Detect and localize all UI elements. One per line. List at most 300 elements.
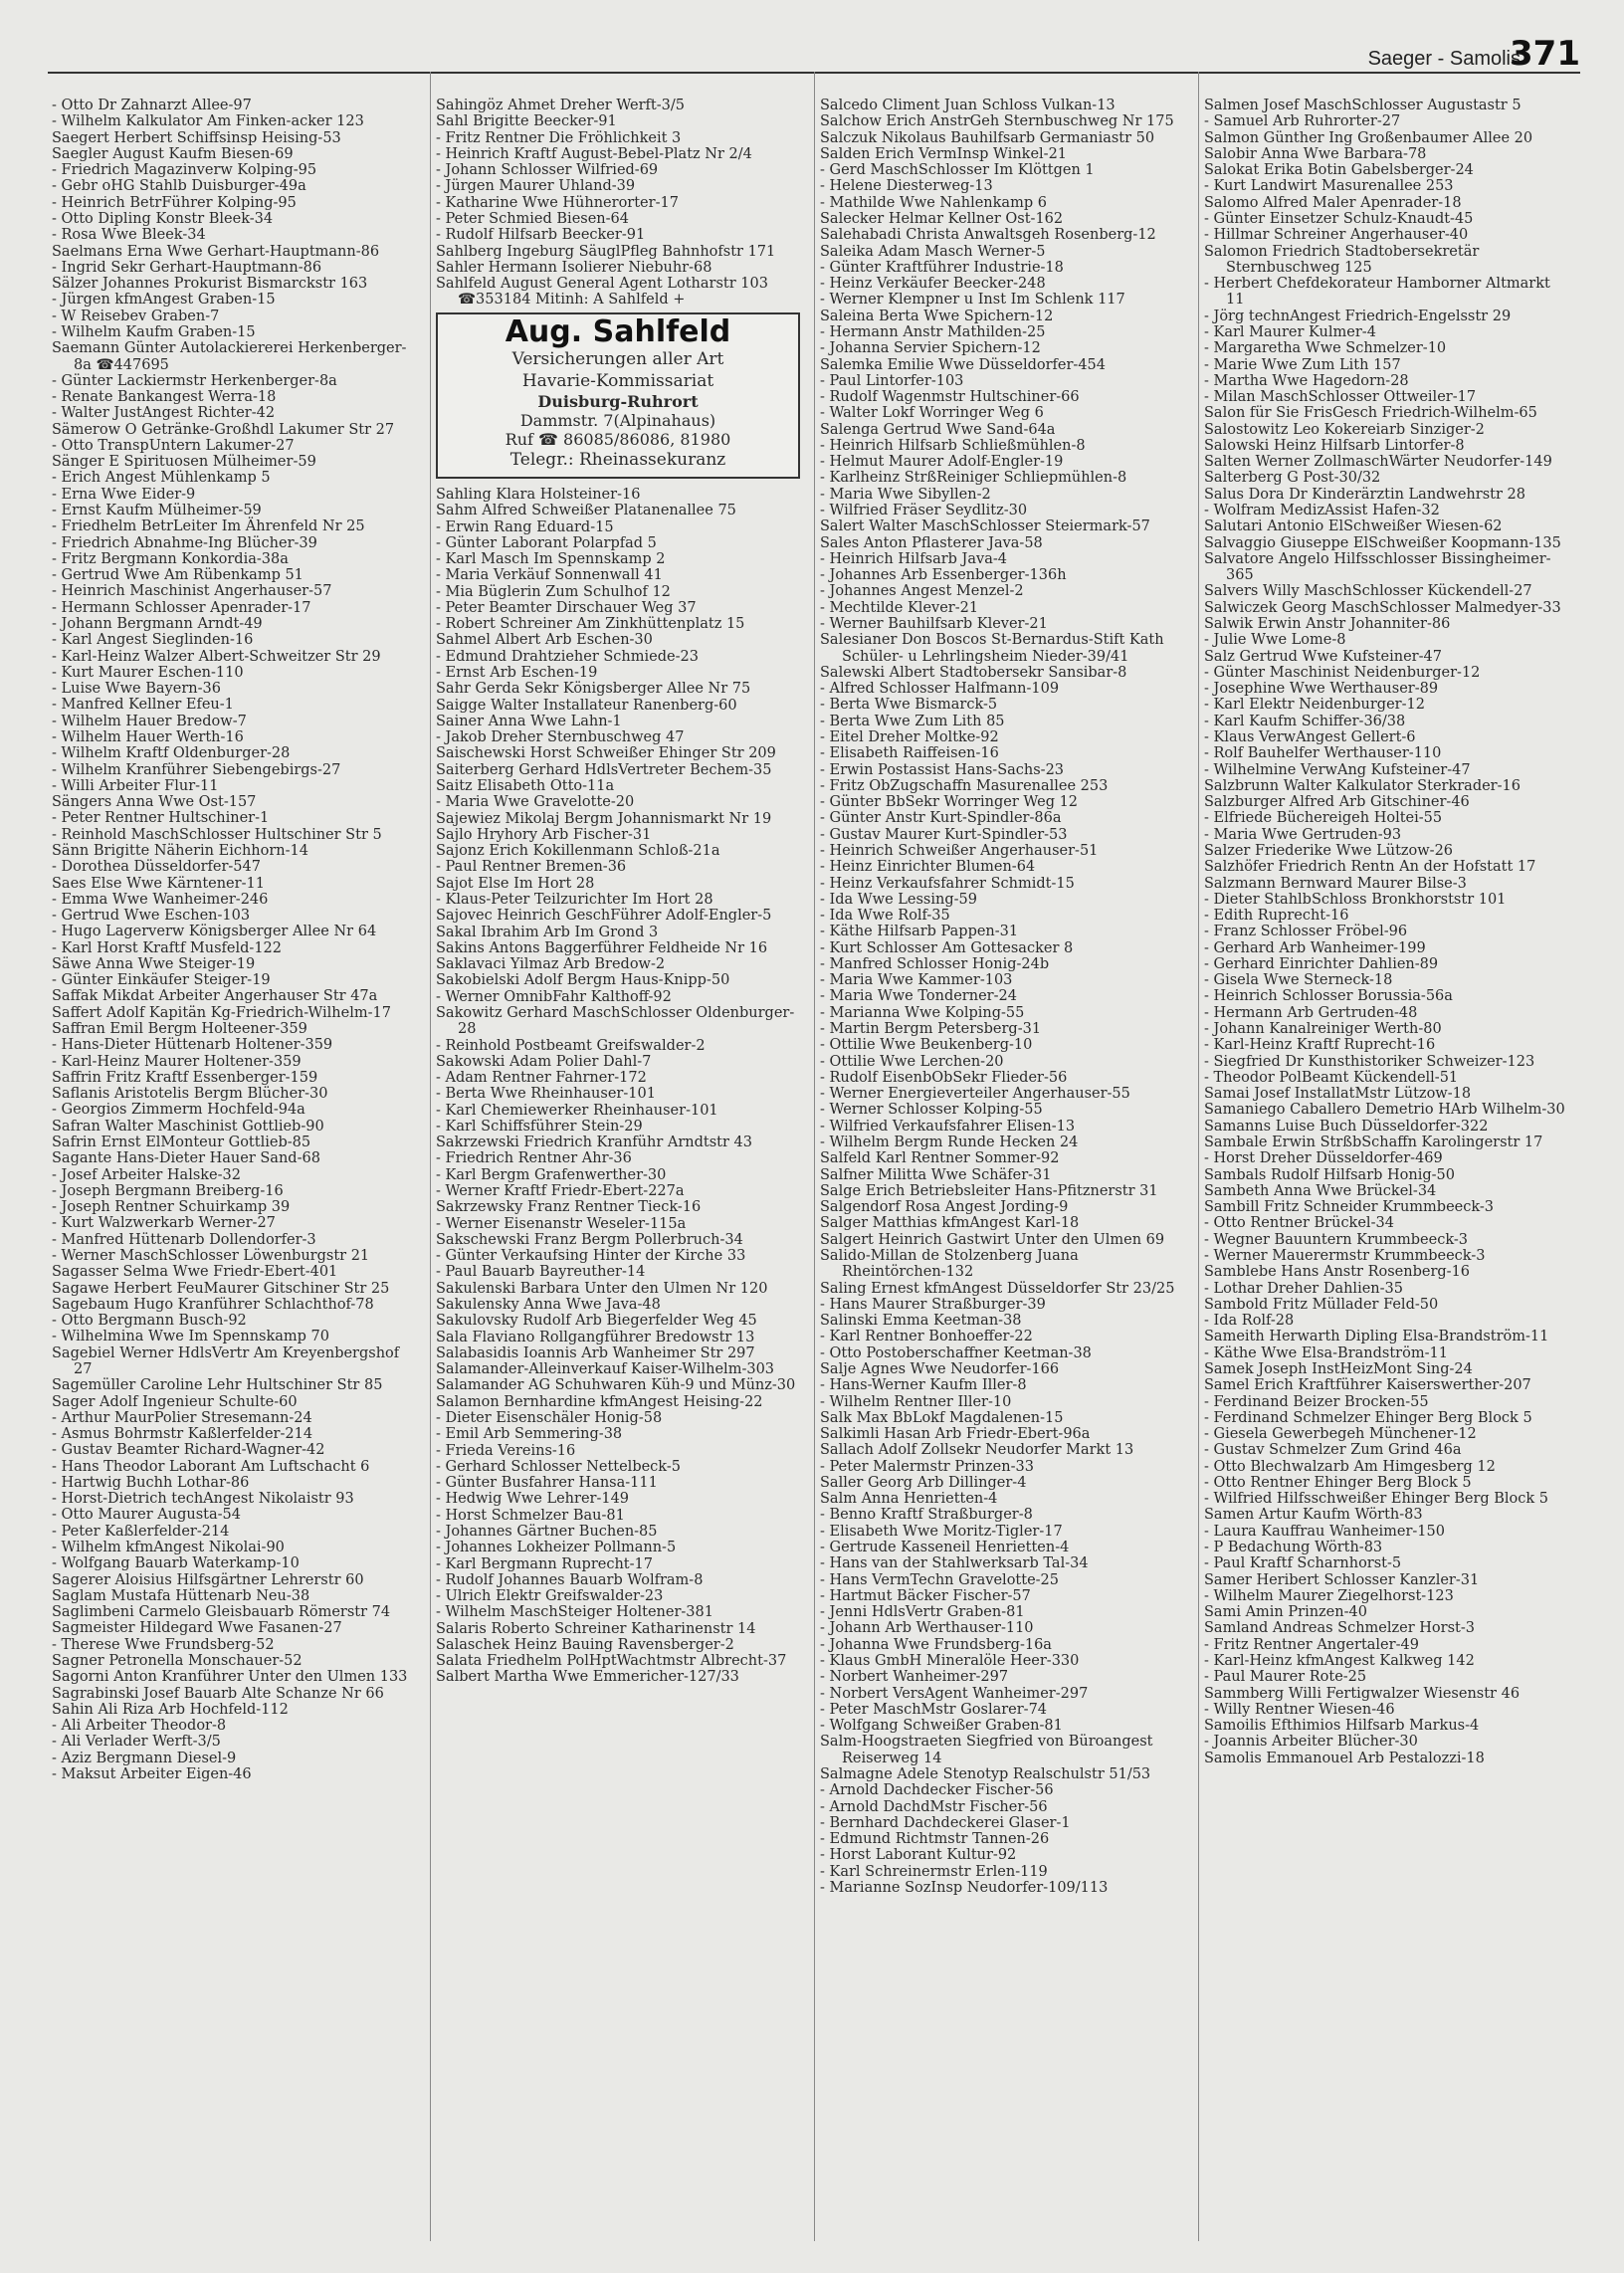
directory-entry: - Wilhelm Rentner Iller-10 <box>820 1393 1012 1410</box>
directory-entry: Salden Erich VermInsp Winkel-21 <box>820 145 1068 162</box>
directory-entry: - Arnold Dachdecker Fischer-56 <box>820 1782 1054 1799</box>
directory-entry: - Wilhelm Maurer Ziegelhorst-123 <box>1204 1587 1454 1604</box>
directory-entry: - Werner Bauhilfsarb Klever-21 <box>820 616 1048 632</box>
directory-entry: Sager Adolf Ingenieur Schulte-60 <box>52 1393 298 1410</box>
directory-entry: - Erwin Postassist Hans-Sachs-23 <box>820 761 1065 778</box>
directory-entry: - Peter Schmied Biesen-64 <box>436 210 629 227</box>
directory-entry: - Gerhard Einrichter Dahlien-89 <box>1204 955 1439 972</box>
directory-entry: Saischewski Horst Schweißer Ehinger Str 209 <box>436 745 776 762</box>
directory-entry: - Katharine Wwe Hühnerorter-17 <box>436 194 679 211</box>
directory-entry: - Wolfram MedizAssist Hafen-32 <box>1204 503 1440 519</box>
directory-entry: - Günter Maschinist Neidenburger-12 <box>1204 664 1481 681</box>
directory-entry: - Gisela Wwe Sterneck-18 <box>1204 972 1393 989</box>
directory-entry: - Günter Verkaufsing Hinter der Kirche 33 <box>436 1248 746 1265</box>
directory-entry: - Johannes Angest Menzel-2 <box>820 583 1024 600</box>
directory-entry: Sambale Erwin StrßbSchaffn Karolingerstr 17 <box>1204 1135 1543 1150</box>
directory-entry: - Johann Schlosser Wilfried-69 <box>436 162 659 179</box>
directory-entry: - Manfred Hüttenarb Dollendorfer-3 <box>52 1231 316 1248</box>
directory-entry: - Günter Anstr Kurt-Spindler-86a <box>820 810 1062 827</box>
directory-entry: - Renate Bankangest Werra-18 <box>52 389 277 406</box>
directory-entry: Sakowitz Gerhard MaschSchlosser Oldenburger-28 <box>436 1004 795 1038</box>
directory-entry: - Karl Bergm Grafenwerther-30 <box>436 1166 667 1183</box>
directory-entry: - Horst Schmelzer Bau-81 <box>436 1507 625 1524</box>
directory-entry: - Günter Kraftführer Industrie-18 <box>820 259 1064 276</box>
directory-entry: Salje Agnes Wwe Neudorfer-166 <box>820 1360 1060 1377</box>
directory-entry: Saleika Adam Masch Werner-5 <box>820 243 1046 260</box>
directory-entry: Sahling Klara Holsteiner-16 <box>436 486 641 503</box>
directory-entry: - Maria Wwe Tonderner-24 <box>820 988 1017 1005</box>
directory-entry: - Wilhelm Hauer Bredow-7 <box>52 713 247 729</box>
directory-entry: Sales Anton Pflasterer Java-58 <box>820 534 1043 551</box>
directory-column-2-top <box>436 98 800 309</box>
directory-entry: - Kurt Walzwerkarb Werner-27 <box>52 1215 276 1232</box>
directory-entry: - Hans van der Stahlwerksarb Tal-34 <box>820 1555 1089 1572</box>
directory-entry: - Klaus VerwAngest Gellert-6 <box>1204 728 1416 745</box>
directory-entry: - Eitel Dreher Moltke-92 <box>820 728 999 745</box>
directory-entry: - Hermann Arb Gertruden-48 <box>1204 1004 1418 1021</box>
directory-entry: - Ferdinand Beizer Brocken-55 <box>1204 1393 1429 1410</box>
directory-entry: - Jenni HdlsVertr Graben-81 <box>820 1604 1025 1621</box>
column-divider <box>1198 72 1199 2241</box>
directory-entry: Sämerow O Getränke-Großhdl Lakumer Str 27 <box>52 421 395 438</box>
directory-entry: - Hermann Anstr Mathilden-25 <box>820 323 1046 340</box>
directory-entry: - Berta Wwe Bismarck-5 <box>820 697 998 714</box>
ad-line: Dammstr. 7(Alpinahaus) <box>519 410 716 430</box>
directory-entry: Sagner Petronella Monschauer-52 <box>52 1653 303 1669</box>
directory-entry: - W Reisebev Graben-7 <box>52 308 220 324</box>
directory-entry: - Heinrich Maschinist Angerhauser-57 <box>52 583 332 600</box>
directory-entry: Saffran Emil Bergm Holteener-359 <box>52 1021 307 1038</box>
directory-entry: - Paul Lintorfer-103 <box>820 372 964 389</box>
directory-entry: - Alfred Schlosser Halfmann-109 <box>820 681 1060 698</box>
directory-entry: - Theodor PolBeamt Kückendell-51 <box>1204 1069 1459 1086</box>
directory-entry: Saling Ernest kfmAngest Düsseldorfer Str 23/25 <box>820 1280 1175 1297</box>
directory-entry: - Emil Arb Semmering-38 <box>436 1426 623 1443</box>
directory-entry: Samaniego Caballero Demetrio HArb Wilhelm-30 <box>1204 1102 1565 1119</box>
directory-entry: Salfeld Karl Rentner Sommer-92 <box>820 1150 1060 1167</box>
directory-entry: Salmen Josef MaschSchlosser Augustastr 5 <box>1204 98 1522 113</box>
ad-line: Telegr.: Rheinassekuranz <box>509 449 726 470</box>
directory-entry: - Kurt Maurer Eschen-110 <box>52 664 244 681</box>
directory-column-1 <box>52 98 416 1782</box>
directory-entry: Salzhöfer Friedrich Rentn An der Hofstatt 17 <box>1204 859 1536 876</box>
directory-entry: - Norbert VersAgent Wanheimer-297 <box>820 1685 1089 1702</box>
directory-entry: - Lothar Dreher Dahlien-35 <box>1204 1280 1403 1297</box>
directory-entry: - Samuel Arb Ruhrorter-27 <box>1204 113 1401 130</box>
advertisement-box <box>436 312 800 479</box>
directory-entry: Salczuk Nikolaus Bauhilfsarb Germaniastr 50 <box>820 129 1155 146</box>
directory-entry: - Heinrich Schlosser Borussia-56a <box>1204 988 1453 1005</box>
directory-entry: Sakowski Adam Polier Dahl-7 <box>436 1053 652 1070</box>
directory-entry: - Gustav Maurer Kurt-Spindler-53 <box>820 826 1068 843</box>
directory-entry: - Rolf Bauhelfer Werthauser-110 <box>1204 745 1442 762</box>
directory-entry: Samland Andreas Schmelzer Horst-3 <box>1204 1620 1475 1637</box>
directory-entry: - Heinrich BetrFührer Kolping-95 <box>52 194 297 211</box>
directory-entry: Saklavaci Yilmaz Arb Bredow-2 <box>436 956 666 973</box>
directory-entry: - Reinhold MaschSchlosser Hultschiner Str 5 <box>52 826 382 843</box>
directory-entry: Salgendorf Rosa Angest Jording-9 <box>820 1199 1069 1216</box>
directory-entry: - Heinz Einrichter Blumen-64 <box>820 859 1036 876</box>
directory-entry: - Wilhelm MaschSteiger Holtener-381 <box>436 1604 713 1621</box>
directory-entry: - Otto Dipling Konstr Bleek-34 <box>52 210 274 227</box>
directory-entry: - Laura Kauffrau Wanheimer-150 <box>1204 1523 1445 1540</box>
directory-entry: - Martin Bergm Petersberg-31 <box>820 1021 1042 1038</box>
directory-entry: Salge Erich Betriebsleiter Hans-Pfitznerstr 31 <box>820 1182 1158 1199</box>
directory-column-4 <box>1204 98 1568 1766</box>
directory-entry: Salterberg G Post-30/32 <box>1204 470 1381 487</box>
directory-entry: Salm-Hoogstraeten Siegfried von Büroangest Reiserweg 14 <box>820 1734 1153 1766</box>
directory-entry: - Marianna Wwe Kolping-55 <box>820 1004 1025 1021</box>
directory-entry: - Heinrich Schweißer Angerhauser-51 <box>820 842 1099 859</box>
directory-entry: - Gerhard Arb Wanheimer-199 <box>1204 939 1426 956</box>
directory-entry: - Edmund Drahtzieher Schmiede-23 <box>436 648 699 665</box>
column-divider <box>430 72 431 2241</box>
directory-entry: - Peter Beamter Dirschauer Weg 37 <box>436 599 697 616</box>
directory-entry: - Friedrich Rentner Ahr-36 <box>436 1150 632 1167</box>
directory-entry: - Heinrich Hilfsarb Java-4 <box>820 550 1007 567</box>
directory-entry: - Horst Dreher Düsseldorfer-469 <box>1204 1150 1443 1167</box>
directory-entry: Salowski Heinz Hilfsarb Lintorfer-8 <box>1204 437 1465 454</box>
directory-entry: Saes Else Wwe Kärntener-11 <box>52 875 265 892</box>
directory-entry: - Gertrud Wwe Am Rübenkamp 51 <box>52 567 304 584</box>
directory-entry: Salfner Militta Wwe Schäfer-31 <box>820 1166 1052 1183</box>
directory-entry: - Ottilie Wwe Lerchen-20 <box>820 1053 1004 1070</box>
directory-entry: - Arnold DachdMstr Fischer-56 <box>820 1798 1048 1815</box>
directory-entry: - Wolfgang Schweißer Graben-81 <box>820 1718 1063 1735</box>
directory-entry: Salzbrunn Walter Kalkulator Sterkrader-16 <box>1204 777 1521 794</box>
directory-entry: - Martha Wwe Hagedorn-28 <box>1204 372 1409 389</box>
directory-entry: - Dorothea Düsseldorfer-547 <box>52 859 261 876</box>
directory-entry: - Therese Wwe Frundsberg-52 <box>52 1636 275 1653</box>
directory-entry: Salvaggio Giuseppe ElSchweißer Koopmann-135 <box>1204 534 1561 551</box>
directory-entry: - Werner MaschSchlosser Löwenburgstr 21 <box>52 1247 370 1264</box>
directory-entry: - Klaus-Peter Teilzurichter Im Hort 28 <box>436 891 713 908</box>
directory-entry: Säwe Anna Wwe Steiger-19 <box>52 955 256 972</box>
directory-entry: - Hans-Werner Kaufm Iller-8 <box>820 1377 1027 1394</box>
directory-entry: - Friedrich Magazinverw Kolping-95 <box>52 162 317 179</box>
directory-entry: - Wilhelm Bergm Runde Hecken 24 <box>820 1135 1079 1150</box>
directory-entry: Saelmans Erna Wwe Gerhart-Hauptmann-86 <box>52 243 380 260</box>
directory-entry: - Johanna Wwe Frundsberg-16a <box>820 1636 1052 1653</box>
directory-entry: - Karl-Heinz Kraftf Ruprecht-16 <box>1204 1037 1436 1054</box>
directory-entry: - Willi Arbeiter Flur-11 <box>52 777 219 794</box>
directory-entry: - Otto Rentner Brückel-34 <box>1204 1215 1394 1232</box>
directory-entry: - Fritz ObZugschaffn Masurenallee 253 <box>820 777 1109 794</box>
directory-entry: Sajlo Hryhory Arb Fischer-31 <box>436 826 652 843</box>
directory-entry: Sagebaum Hugo Kranführer Schlachthof-78 <box>52 1296 374 1313</box>
directory-entry: - Günter Laborant Polarpfad 5 <box>436 534 657 551</box>
directory-entry: Salzmann Bernward Maurer Bilse-3 <box>1204 875 1467 892</box>
directory-entry: - Erna Wwe Eider-9 <box>52 486 196 503</box>
directory-entry: - Peter Rentner Hultschiner-1 <box>52 810 270 827</box>
directory-entry: - Hans VermTechn Gravelotte-25 <box>820 1571 1060 1588</box>
directory-entry: - Josephine Wwe Werthauser-89 <box>1204 681 1439 698</box>
directory-entry: - Rudolf EisenbObSekr Flieder-56 <box>820 1069 1068 1086</box>
directory-entry: - Julie Wwe Lome-8 <box>1204 632 1346 649</box>
directory-entry: Salm Anna Henrietten-4 <box>820 1491 998 1508</box>
directory-entry: - Hillmar Schreiner Angerhauser-40 <box>1204 227 1469 244</box>
directory-entry: - Friedhelm BetrLeiter Im Ährenfeld Nr 25 <box>52 518 365 535</box>
directory-entry: Saegler August Kaufm Biesen-69 <box>52 145 294 162</box>
directory-entry: Sakulenski Barbara Unter den Ulmen Nr 120 <box>436 1280 768 1297</box>
directory-entry: Sagrabinski Josef Bauarb Alte Schanze Nr 66 <box>52 1685 384 1702</box>
directory-entry: - Otto TranspUntern Lakumer-27 <box>52 437 295 454</box>
directory-entry: - Willy Rentner Wiesen-46 <box>1204 1701 1395 1718</box>
directory-entry: Sambill Fritz Schneider Krummbeeck-3 <box>1204 1199 1495 1216</box>
directory-entry: Salvers Willy MaschSchlosser Kückendell-27 <box>1204 583 1532 600</box>
directory-entry: Sahr Gerda Sekr Königsberger Allee Nr 75 <box>436 681 751 698</box>
directory-entry: - Giesela Gewerbegeh Münchener-12 <box>1204 1426 1477 1443</box>
directory-entry: Salabasidis Ioannis Arb Wanheimer Str 297 <box>436 1344 755 1361</box>
directory-entry: - Paul Kraftf Scharnhorst-5 <box>1204 1555 1402 1572</box>
directory-entry: - Josef Arbeiter Halske-32 <box>52 1166 241 1183</box>
directory-entry: - Hedwig Wwe Lehrer-149 <box>436 1491 630 1508</box>
directory-entry: Salten Werner ZollmaschWärter Neudorfer-149 <box>1204 454 1552 471</box>
directory-entry: - Käthe Wwe Elsa-Brandström-11 <box>1204 1344 1448 1361</box>
directory-entry: Saflanis Aristotelis Bergm Blücher-30 <box>52 1086 328 1103</box>
directory-entry: - Manfred Kellner Efeu-1 <box>52 697 234 714</box>
directory-entry: Sahmel Albert Arb Eschen-30 <box>436 632 653 649</box>
directory-entry: Sahm Alfred Schweißer Platanenallee 75 <box>436 503 736 519</box>
directory-entry: - Norbert Wanheimer-297 <box>820 1669 1009 1686</box>
directory-entry: Salzburger Alfred Arb Gitschiner-46 <box>1204 794 1470 811</box>
directory-entry: Saller Georg Arb Dillinger-4 <box>820 1474 1027 1491</box>
directory-entry: - Joseph Rentner Schuirkamp 39 <box>52 1199 291 1216</box>
directory-entry: - Fritz Rentner Die Fröhlichkeit 3 <box>436 129 682 146</box>
directory-entry: - Gertrude Kasseneil Henrietten-4 <box>820 1540 1070 1556</box>
directory-entry: Saffert Adolf Kapitän Kg-Friedrich-Wilhelm-17 <box>52 1004 391 1021</box>
directory-entry: Sahlberg Ingeburg SäuglPfleg Bahnhofstr 171 <box>436 243 776 260</box>
directory-entry: - Werner Schlosser Kolping-55 <box>820 1102 1043 1119</box>
directory-entry: - Aziz Bergmann Diesel-9 <box>52 1750 237 1766</box>
directory-entry: - Wilhelm Hauer Werth-16 <box>52 728 244 745</box>
directory-entry: - Marianne SozInsp Neudorfer-109/113 <box>820 1879 1109 1896</box>
directory-entry: - Walter JustAngest Richter-42 <box>52 405 276 422</box>
directory-entry: - Mechtilde Klever-21 <box>820 599 979 616</box>
directory-entry: Sälzer Johannes Prokurist Bismarckstr 163 <box>52 276 368 293</box>
directory-entry: - Wolfgang Bauarb Waterkamp-10 <box>52 1555 300 1572</box>
directory-entry: Salert Walter MaschSchlosser Steiermark-57 <box>820 518 1150 535</box>
directory-entry: - P Bedachung Wörth-83 <box>1204 1540 1383 1556</box>
directory-entry: - Fritz Bergmann Konkordia-38a <box>52 550 289 567</box>
directory-entry: Salvatore Angelo Hilfsschlosser Bissingheimer-365 <box>1204 550 1551 584</box>
directory-entry: - Karl Horst Kraftf Musfeld-122 <box>52 939 282 956</box>
directory-entry: Sammberg Willi Fertigwalzer Wiesenstr 46 <box>1204 1685 1521 1702</box>
directory-entry: Sagebiel Werner HdlsVertr Am Kreyenbergshof 27 <box>52 1344 400 1377</box>
directory-entry: Sahler Hermann Isolierer Niebuhr-68 <box>436 259 712 276</box>
directory-entry: - Milan MaschSchlosser Ottweiler-17 <box>1204 389 1477 406</box>
directory-entry: - Karl Kaufm Schiffer-36/38 <box>1204 713 1406 729</box>
directory-entry: - Edith Ruprecht-16 <box>1204 908 1349 925</box>
directory-entry: Salinski Emma Keetman-38 <box>820 1313 1022 1330</box>
directory-entry: - Ida Wwe Lessing-59 <box>820 891 977 908</box>
directory-entry: Salz Gertrud Wwe Kufsteiner-47 <box>1204 648 1442 665</box>
directory-entry: - Ulrich Elektr Greifswalder-23 <box>436 1588 664 1605</box>
directory-entry: - Joseph Bergmann Breiberg-16 <box>52 1182 284 1199</box>
directory-entry: - Maria Wwe Kammer-103 <box>820 972 1013 989</box>
directory-entry: Sainer Anna Wwe Lahn-1 <box>436 713 622 729</box>
directory-entry: - Werner Energieverteiler Angerhauser-55 <box>820 1086 1130 1103</box>
directory-entry: - Wilfried Hilfsschweißer Ehinger Berg Block 5 <box>1204 1491 1549 1508</box>
directory-entry: Salehabadi Christa Anwaltsgeh Rosenberg-12 <box>820 227 1156 244</box>
directory-entry: Saleina Berta Wwe Spichern-12 <box>820 308 1054 324</box>
directory-entry: Saiterberg Gerhard HdlsVertreter Bechem-35 <box>436 761 772 778</box>
directory-entry: - Kurt Landwirt Masurenallee 253 <box>1204 178 1454 195</box>
directory-entry: - Paul Rentner Bremen-36 <box>436 859 627 876</box>
directory-entry: Saffrin Fritz Kraftf Essenberger-159 <box>52 1069 318 1086</box>
directory-entry: - Karl Maurer Kulmer-4 <box>1204 323 1376 340</box>
directory-entry: - Karl-Heinz Walzer Albert-Schweitzer Str 29 <box>52 648 381 665</box>
directory-entry: - Margaretha Wwe Schmelzer-10 <box>1204 340 1447 357</box>
directory-entry: - Karl Masch Im Spennskamp 2 <box>436 551 666 568</box>
directory-entry: - Dieter StahlbSchloss Bronkhorststr 101 <box>1204 891 1507 908</box>
directory-entry: Sameith Herwarth Dipling Elsa-Brandström-11 <box>1204 1329 1549 1345</box>
directory-entry: - Wilhelm Kraftf Oldenburger-28 <box>52 745 291 762</box>
directory-entry: Salk Max BbLokf Magdalenen-15 <box>820 1409 1064 1426</box>
directory-entry: - Hartwig Buchh Lothar-86 <box>52 1474 250 1491</box>
directory-entry: - Robert Schreiner Am Zinkhüttenplatz 15 <box>436 616 745 633</box>
directory-entry: - Paul Bauarb Bayreuther-14 <box>436 1264 646 1281</box>
directory-entry: - Berta Wwe Rheinhauser-101 <box>436 1086 656 1103</box>
directory-entry: - Elisabeth Raiffeisen-16 <box>820 745 999 762</box>
directory-entry: - Karl Chemiewerker Rheinhauser-101 <box>436 1102 718 1119</box>
directory-entry: - Ida Wwe Rolf-35 <box>820 908 950 925</box>
directory-entry: - Johann Bergmann Arndt-49 <box>52 616 263 632</box>
directory-entry: Sala Flaviano Rollgangführer Bredowstr 13 <box>436 1329 755 1345</box>
directory-entry: - Jakob Dreher Sternbuschweg 47 <box>436 729 685 746</box>
directory-entry: - Johann Kanalreiniger Werth-80 <box>1204 1021 1442 1038</box>
directory-entry: - Jürgen Maurer Uhland-39 <box>436 178 636 195</box>
directory-entry: Samblebe Hans Anstr Rosenberg-16 <box>1204 1264 1471 1281</box>
directory-entry: Sagorni Anton Kranführer Unter den Ulmen 133 <box>52 1669 408 1686</box>
directory-entry: Sänger E Spirituosen Mülheimer-59 <box>52 454 316 471</box>
directory-entry: Samolis Emmanouel Arb Pestalozzi-18 <box>1204 1750 1485 1766</box>
directory-entry: - Ida Rolf-28 <box>1204 1313 1295 1330</box>
directory-entry: - Maria Wwe Gertruden-93 <box>1204 826 1402 843</box>
directory-entry: Salomon Friedrich Stadtobersekretär Sternbuschweg 125 <box>1204 243 1480 276</box>
directory-entry: - Karl Elektr Neidenburger-12 <box>1204 697 1425 714</box>
directory-entry: - Gertrud Wwe Eschen-103 <box>52 908 251 925</box>
directory-entry: - Franz Schlosser Fröbel-96 <box>1204 924 1408 940</box>
directory-entry: Sami Amin Prinzen-40 <box>1204 1604 1367 1621</box>
directory-entry: Salobir Anna Wwe Barbara-78 <box>1204 145 1427 162</box>
directory-entry: - Karl Schiffsführer Stein-29 <box>436 1118 643 1135</box>
directory-entry: - Gebr oHG Stahlb Duisburger-49a <box>52 178 306 195</box>
directory-entry: Salesianer Don Boscos St-Bernardus-Stift Kath Schüler- u Lehrlingsheim Nieder-39/41 <box>820 632 1164 665</box>
directory-entry: - Karlheinz StrßReiniger Schliepmühlen-8 <box>820 470 1127 487</box>
directory-entry: Saitz Elisabeth Otto-11a <box>436 778 615 794</box>
directory-entry: Salbert Martha Wwe Emmericher-127/33 <box>436 1669 739 1686</box>
directory-entry: Sagerer Aloisius Hilfsgärtner Lehrerstr 60 <box>52 1571 364 1588</box>
directory-entry: Sahlfeld August General Agent Lotharstr 103 ☎353184 Mitinh: A Sahlfeld + <box>436 276 768 309</box>
column-divider <box>814 72 815 2241</box>
directory-entry: Salata Friedhelm PolHptWachtmstr Albrecht-37 <box>436 1653 787 1670</box>
directory-entry: - Edmund Richtmstr Tannen-26 <box>820 1831 1050 1848</box>
directory-entry: Sambals Rudolf Hilfsarb Honig-50 <box>1204 1166 1456 1183</box>
directory-entry: - Wilhelm Kaufm Graben-15 <box>52 323 256 340</box>
directory-entry: - Karl Angest Sieglinden-16 <box>52 632 254 649</box>
directory-entry: - Käthe Hilfsarb Pappen-31 <box>820 924 1019 940</box>
directory-entry: - Rudolf Johannes Bauarb Wolfram-8 <box>436 1571 704 1588</box>
directory-entry: - Karl Schreinermstr Erlen-119 <box>820 1863 1048 1880</box>
directory-entry: Sahingöz Ahmet Dreher Werft-3/5 <box>436 98 685 113</box>
directory-entry: Salaschek Heinz Bauing Ravensberger-2 <box>436 1636 734 1653</box>
directory-entry: - Helmut Maurer Adolf-Engler-19 <box>820 454 1064 471</box>
directory-entry: Salaris Roberto Schreiner Katharinenstr 14 <box>436 1620 756 1637</box>
directory-entry: Sakrzewsky Franz Rentner Tieck-16 <box>436 1199 702 1216</box>
directory-entry: Saegert Herbert Schiffsinsp Heising-53 <box>52 129 341 146</box>
directory-entry: - Wilhelm kfmAngest Nikolai-90 <box>52 1540 285 1556</box>
directory-entry: - Elfriede Büchereigeh Holtei-55 <box>1204 810 1443 827</box>
directory-entry: - Günter Einsetzer Schulz-Knaudt-45 <box>1204 210 1474 227</box>
directory-entry: - Günter Busfahrer Hansa-111 <box>436 1475 658 1492</box>
directory-entry: - Werner Klempner u Inst Im Schlenk 117 <box>820 292 1125 309</box>
directory-entry: Sagawe Herbert FeuMaurer Gitschiner Str 25 <box>52 1280 390 1297</box>
directory-entry: Samoilis Efthimios Hilfsarb Markus-4 <box>1204 1718 1480 1735</box>
directory-entry: - Peter Kaßlerfelder-214 <box>52 1523 230 1540</box>
directory-entry: Salzer Friederike Wwe Lützow-26 <box>1204 842 1454 859</box>
directory-entry: Safrin Ernst ElMonteur Gottlieb-85 <box>52 1135 311 1150</box>
directory-entry: - Ernst Arb Eschen-19 <box>436 665 598 682</box>
directory-entry: - Karl Rentner Bonhoeffer-22 <box>820 1329 1033 1345</box>
directory-column-2 <box>436 98 800 1686</box>
directory-entry: - Wilfried Fräser Seydlitz-30 <box>820 503 1028 519</box>
directory-entry: - Ernst Kaufm Mülheimer-59 <box>52 503 262 519</box>
directory-entry: Sakschewski Franz Bergm Pollerbruch-34 <box>436 1231 743 1248</box>
directory-entry: - Johannes Gärtner Buchen-85 <box>436 1523 658 1540</box>
directory-entry: Samai Josef InstallatMstr Lützow-18 <box>1204 1086 1472 1103</box>
directory-entry: - Otto Postoberschaffner Keetman-38 <box>820 1344 1092 1361</box>
page-header <box>48 30 1580 74</box>
directory-entry: - Hans-Dieter Hüttenarb Holtener-359 <box>52 1037 333 1054</box>
directory-entry: - Luise Wwe Bayern-36 <box>52 681 221 698</box>
directory-entry: Sajot Else Im Hort 28 <box>436 875 595 892</box>
directory-entry: Sakulensky Anna Wwe Java-48 <box>436 1297 661 1313</box>
directory-entry: - Werner Eisenanstr Weseler-115a <box>436 1215 687 1232</box>
directory-entry: Saemann Günter Autolackiererei Herkenberger-8a ☎447695 <box>52 340 407 373</box>
directory-entry: Sakrzewski Friedrich Kranführ Arndtstr 43 <box>436 1135 752 1151</box>
directory-entry: - Mathilde Wwe Nahlenkamp 6 <box>820 194 1047 211</box>
directory-entry: Salmon Günther Ing Großenbaumer Allee 20 <box>1204 129 1533 146</box>
directory-entry: - Ferdinand Schmelzer Ehinger Berg Block 5 <box>1204 1409 1532 1426</box>
directory-entry: Salamander AG Schuhwaren Küh-9 und Münz-30 <box>436 1377 796 1394</box>
directory-entry: - Karl-Heinz kfmAngest Kalkweg 142 <box>1204 1653 1475 1669</box>
directory-entry: - Elisabeth Wwe Moritz-Tigler-17 <box>820 1523 1063 1540</box>
directory-entry: Salido-Millan de Stolzenberg Juana Rheintörchen-132 <box>820 1247 1079 1281</box>
directory-entry: Samanns Luise Buch Düsseldorfer-322 <box>1204 1118 1489 1135</box>
directory-entry: - Walter Lokf Worringer Weg 6 <box>820 405 1044 422</box>
directory-entry: - Johannes Lokheizer Pollmann-5 <box>436 1540 677 1556</box>
directory-entry: - Horst-Dietrich techAngest Nikolaistr 93 <box>52 1491 354 1508</box>
directory-entry: - Otto Maurer Augusta-54 <box>52 1507 241 1524</box>
directory-entry: Salwik Erwin Anstr Johanniter-86 <box>1204 616 1451 632</box>
directory-entry: - Ottilie Wwe Beukenberg-10 <box>820 1037 1033 1054</box>
directory-entry: - Otto Rentner Ehinger Berg Block 5 <box>1204 1474 1472 1491</box>
directory-entry: - Wegner Bauuntern Krummbeeck-3 <box>1204 1231 1468 1248</box>
directory-entry: Saglimbeni Carmelo Gleisbauarb Römerstr 74 <box>52 1604 391 1621</box>
directory-entry: - Johannes Arb Essenberger-136h <box>820 567 1067 584</box>
directory-entry: Salwiczek Georg MaschSchlosser Malmedyer-33 <box>1204 599 1561 616</box>
directory-entry: - Wilhelm Kranführer Siebengebirgs-27 <box>52 761 341 778</box>
directory-entry: Sahin Ali Riza Arb Hochfeld-112 <box>52 1701 289 1718</box>
directory-entry: - Hans Theodor Laborant Am Luftschacht 6 <box>52 1458 370 1475</box>
directory-entry: Salokat Erika Botin Gabelsberger-24 <box>1204 162 1474 179</box>
directory-entry: - Heinz Verkaufsfahrer Schmidt-15 <box>820 875 1075 892</box>
directory-entry: - Ingrid Sekr Gerhart-Hauptmann-86 <box>52 259 322 276</box>
directory-entry: Saffak Mikdat Arbeiter Angerhauser Str 47a <box>52 988 378 1005</box>
directory-entry: Sakobielski Adolf Bergm Haus-Knipp-50 <box>436 972 730 989</box>
directory-entry: Safran Walter Maschinist Gottlieb-90 <box>52 1118 324 1135</box>
